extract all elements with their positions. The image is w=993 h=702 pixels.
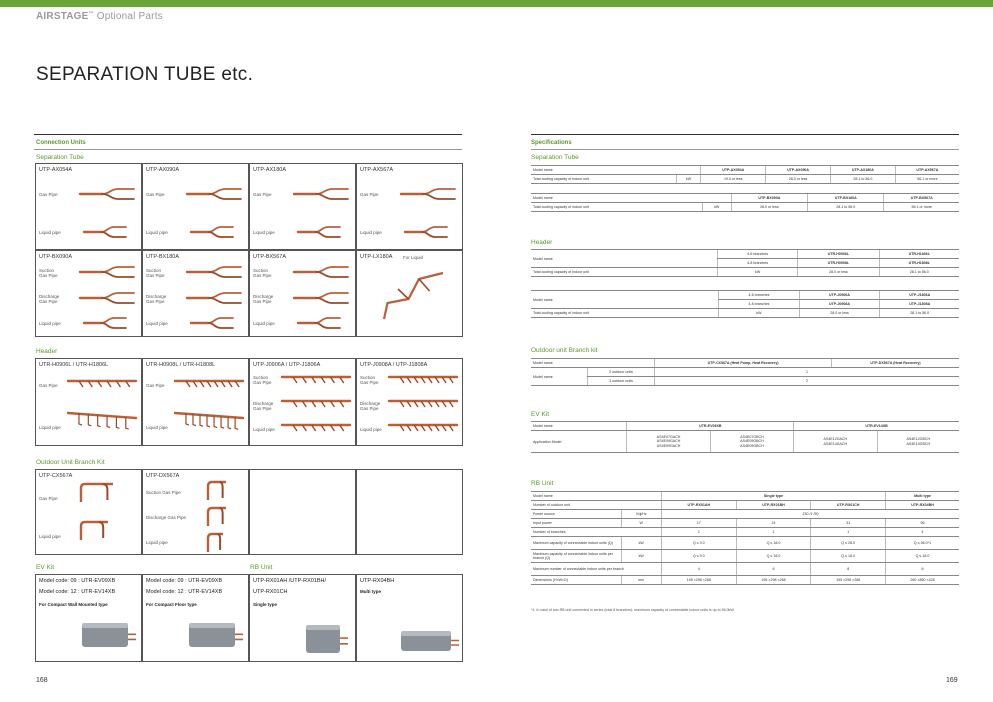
liquid-tube-image (377, 269, 447, 321)
liquid-branch-image (78, 520, 138, 542)
model-name: UTR-H0906L / UTR-H1806L (39, 362, 109, 368)
spec-sep-table-1: Model name UTP-AX054A UTP-AX090A UTP-AX180A UTP-AX567A Total cooling capacity of indoor unit kW 19.0 or less 28.0 or less 28.1 to 56.0 56.1 or more (531, 165, 959, 184)
gas-tube-image (185, 186, 243, 202)
spec-rb-table: Model name Single type Multi type Number of outdoor unit UTP-RX01AH UTP-RX01BH UTP-RX01CH UTP-RX04BH Power source V/ϕ/Hz 230 /1 /50 Input power W 17 24 31 96 Number of branches 1 1 1 4 Maximum capacity of connectable indoor units (Q) kW Q ≤ 9.0 Q ≤ 18.0 Q ≤ 28.0 Q ≤ 56.0*1 Maximum capacity of connectable indoor units per branch (Q) kW Q ≤ 9.0 Q ≤ 18.0 Q ≤ 18.0 Q ≤ 18.0 Maximum number of connectable indoor units per branch 4 6 8 8 Dimensions (H×W×D) mm 195 ×298 ×268 195 ×298 ×268 195 ×298 ×268 260 ×850 ×428 (531, 491, 959, 585)
ev-model-line-1: Model code: 09 : UTR-EV09XB (39, 578, 116, 584)
product-cell (142, 469, 249, 555)
rb-type: Multi type (360, 589, 381, 594)
suction-tube-image (78, 264, 136, 280)
liquid-header-image (280, 421, 352, 435)
product-cell (249, 163, 356, 250)
separation-tube-heading: Separation Tube (36, 154, 84, 161)
model-name: UTR-H0908L / UTR-H1808L (146, 362, 216, 368)
discharge-header-image (387, 397, 459, 411)
gas-pipe-label: Gas Pipe (39, 383, 58, 388)
rb-type: Single type (253, 602, 278, 607)
product-cell (35, 574, 142, 662)
liquid-pipe-label: Liquid pipe (39, 321, 61, 326)
spec-ev-heading: EV Kit (531, 411, 550, 418)
liquid-pipe-label: Liquid pipe (39, 425, 61, 430)
spec-header-table-1: Model name 4-6 branches UTR-H0906L UTR-H1806L 4-8 branches UTR-H0908L UTR-H1808L Total cooling capacity of indoor unit kW 28.0 or less 28.1 to 56.0 (531, 249, 959, 277)
suction-header-image (280, 373, 352, 387)
gas-pipe-label: Gas Pipe (253, 192, 272, 197)
product-cell (35, 358, 142, 446)
page-number-right: 169 (946, 677, 958, 684)
discharge-pipe-label: Discharge Gas Pipe (146, 515, 187, 520)
liquid-tube-image (403, 224, 449, 240)
suction-tube-image (185, 264, 243, 280)
outdoor-branch-heading: Outdoor Unit Branch Kit (36, 459, 105, 466)
model-name: UTP-J0908A / UTP-J1808A (360, 362, 428, 368)
ev-model-line-2: Model code: 12 : UTR-EV14XB (146, 589, 223, 595)
right-rule (531, 134, 959, 135)
model-name: UTP-BX090A (39, 254, 73, 260)
liquid-pipe-label: Liquid pipe (146, 230, 168, 235)
liquid-pipe-label: Liquid pipe (146, 321, 168, 326)
model-name: UTP-DX567A (146, 473, 180, 479)
gas-header-image (173, 377, 245, 391)
gas-tube-image (399, 186, 457, 202)
discharge-tube-image (78, 290, 136, 306)
liquid-tube-image (82, 224, 128, 240)
liquid-pipe-label: Liquid pipe (360, 427, 382, 432)
liquid-branch-image (205, 532, 241, 554)
model-name: UTP-J0906A / UTP-J1806A (253, 362, 321, 368)
suction-branch-image (205, 480, 247, 502)
discharge-pipe-label: Discharge Gas Pipe (146, 294, 167, 304)
product-cell (35, 250, 142, 337)
gas-branch-image (78, 482, 148, 504)
gas-pipe-label: Gas Pipe (39, 496, 58, 501)
ev-model-line-1: Model code: 09 : UTR-EV09XB (146, 578, 223, 584)
product-cell (249, 358, 356, 446)
spec-header-heading: Header (531, 239, 553, 246)
spec-rb-heading: RB Unit (531, 480, 554, 487)
suction-pipe-label: Suction Gas Pipe (253, 268, 272, 278)
liquid-pipe-label: Liquid pipe (253, 230, 275, 235)
product-cell (356, 250, 463, 337)
rb-model-line-2: UTP-RX01CH (253, 589, 288, 595)
left-subrule (34, 149, 462, 150)
model-suffix: For Liquid (403, 255, 424, 260)
suction-pipe-label: Suction Gas Pipe (146, 490, 181, 495)
rb-model-line-1: UTP-RX04BH (360, 578, 395, 584)
model-name: UTP-AX090A (146, 167, 180, 173)
suction-pipe-label: Suction Gas Pipe (360, 375, 379, 385)
product-cell (142, 163, 249, 250)
liquid-tube-image (296, 224, 342, 240)
product-cell (35, 163, 142, 250)
product-cell (142, 358, 249, 446)
page-number-left: 168 (36, 677, 48, 684)
discharge-pipe-label: Discharge Gas Pipe (253, 294, 274, 304)
ev-type: For Compact Floor type (146, 602, 197, 607)
product-cell (249, 250, 356, 337)
liquid-tube-image (189, 315, 235, 331)
liquid-pipe-label: Liquid pipe (146, 425, 168, 430)
model-name: UTP-LX180A (360, 254, 393, 260)
product-cell (249, 574, 356, 662)
product-cell (356, 163, 463, 250)
liquid-pipe-label: Liquid pipe (360, 230, 382, 235)
rb-unit-heading: RB Unit (250, 564, 273, 571)
liquid-header-image (173, 409, 245, 431)
spec-separation-tube-heading: Separation Tube (531, 154, 579, 161)
rb-model-line-1: UTP-RX01AH /UTP-RX01BH/ (253, 578, 327, 584)
ev-kit-image (76, 619, 138, 653)
liquid-pipe-label: Liquid pipe (146, 540, 168, 545)
product-cell (35, 469, 142, 555)
gas-pipe-label: Gas Pipe (146, 383, 165, 388)
liquid-pipe-label: Liquid pipe (39, 230, 61, 235)
suction-pipe-label: Suction Gas Pipe (146, 268, 165, 278)
page-title: SEPARATION TUBE etc. (36, 64, 254, 85)
model-name: UTP-AX567A (360, 167, 394, 173)
liquid-tube-image (189, 224, 235, 240)
gas-pipe-label: Gas Pipe (39, 192, 58, 197)
spec-outdoor-heading: Outdoor unit Branch kit (531, 347, 598, 354)
gas-tube-image (292, 186, 350, 202)
rb-unit-image (300, 621, 350, 659)
gas-pipe-label: Gas Pipe (360, 192, 379, 197)
left-rule (34, 134, 462, 135)
discharge-tube-image (185, 290, 243, 306)
product-cell (356, 469, 463, 555)
discharge-pipe-label: Discharge Gas Pipe (39, 294, 60, 304)
rb-footnote: *1: In case of two RB unit connected in series (total 8 branches), maximum capacity of connectable indoor units is up to 56.0kW. (531, 608, 735, 612)
product-cell (142, 574, 249, 662)
rb-unit-image (395, 627, 461, 657)
suction-pipe-label: Suction Gas Pipe (39, 268, 58, 278)
suction-header-image (387, 373, 459, 387)
liquid-tube-image (82, 315, 128, 331)
spec-sep-table-2: Model name UTP-BX090A UTP-BX180A UTP-BX567A Total cooling capacity of indoor unit kW 28.0 or less 28.1 to 56.0 56.1 or more (531, 193, 959, 212)
discharge-pipe-label: Discharge Gas Pipe (360, 401, 381, 411)
liquid-pipe-label: Liquid pipe (39, 534, 61, 539)
brand-header: AIRSTAGE™ Optional Parts (36, 11, 163, 22)
ev-kit-heading: EV Kit (36, 564, 55, 571)
ev-model-line-2: Model code: 12 : UTR-EV14XB (39, 589, 116, 595)
discharge-branch-image (205, 506, 247, 528)
specifications-heading: Specifications (531, 140, 572, 146)
gas-pipe-label: Gas Pipe (146, 192, 165, 197)
spec-ev-table: Model name UTR-EV09XB UTR-EV14XB Application Model AS4E07GACH AS4E09GACH AS4E09GACH AS4E07GBCH AS4E09GBCH AS4E09GBCH AS4E12GACH AS4E14GACH AS4E12GBCH AS4E14GBCH (531, 421, 959, 453)
ev-type: For Compact Wall Mounted type (39, 602, 108, 607)
model-name: UTP-CX567A (39, 473, 73, 479)
right-subrule (531, 149, 959, 150)
liquid-tube-image (296, 315, 342, 331)
discharge-tube-image (292, 290, 350, 306)
liquid-header-image (387, 421, 459, 435)
model-name: UTP-BX567A (253, 254, 287, 260)
liquid-pipe-label: Liquid pipe (253, 427, 275, 432)
product-cell (249, 469, 356, 555)
discharge-pipe-label: Discharge Gas Pipe (253, 401, 274, 411)
spec-outdoor-table: Model name UTP-CX567A (Heat Pump, Heat Recovery) UTP-DX567A (Heat Recovery) Model name 2 outdoor units 1 3 outdoor units 2 (531, 358, 959, 386)
discharge-header-image (280, 397, 352, 411)
product-cell (356, 574, 463, 662)
suction-pipe-label: Suction Gas Pipe (253, 375, 272, 385)
spec-header-table-2: Model name 4-6 branches UTP-J0906A UTP-J1806A 4-8 branches UTP-J0908A UTP-J1808A Total cooling capacity of indoor unit kW 28.0 or less 28.1 to 56.0 (531, 290, 959, 318)
model-name: UTP-AX054A (39, 167, 73, 173)
top-green-bar (0, 0, 993, 7)
liquid-pipe-label: Liquid pipe (253, 321, 275, 326)
connection-units-heading: Connection Units (36, 140, 86, 146)
ev-kit-image (183, 619, 245, 653)
product-cell (142, 250, 249, 337)
liquid-header-image (66, 409, 138, 431)
product-cell (356, 358, 463, 446)
model-name: UTP-AX180A (253, 167, 287, 173)
gas-header-image (66, 377, 138, 391)
suction-tube-image (292, 264, 350, 280)
model-name: UTP-BX180A (146, 254, 180, 260)
header-heading: Header (36, 348, 58, 355)
gas-tube-image (78, 186, 136, 202)
